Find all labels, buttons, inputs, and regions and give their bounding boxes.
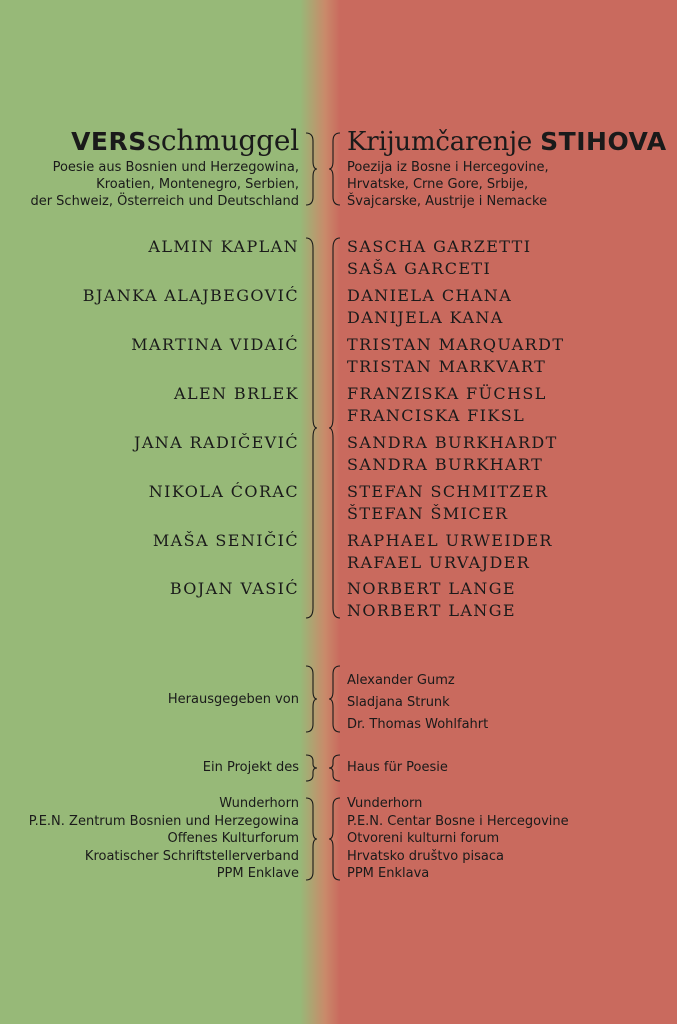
translator-names: TRISTAN MARQUARDT TRISTAN MARKVART (347, 335, 565, 376)
project-bracket-right (327, 753, 343, 783)
poet-name: BJANKA ALAJBEGOVIĆ (82, 286, 299, 305)
editors-list: Alexander Gumz Sladjana Strunk Dr. Thomas Wohlfahrt (347, 673, 489, 732)
title-serbian: Krijumčarenje STIHOVA (347, 127, 667, 157)
subtitle-serbian: Poezija iz Bosne i Hercegovine, Hrvatske, Crne Gore, Srbije, Švajcarske, Austrije i Nemacke (347, 160, 549, 209)
editors-bracket-right (327, 664, 343, 734)
poet-name: MAŠA SENIČIĆ (152, 531, 299, 550)
project-label: Ein Projekt des (202, 760, 299, 775)
translator-names: DANIELA CHANA DANIJELA KANA (347, 286, 513, 327)
title-bracket-left (303, 131, 319, 207)
poets-bracket-right (327, 236, 343, 620)
poet-name: NIKOLA ĆORAC (148, 482, 299, 501)
translator-names: FRANZISKA FÜCHSL FRANCISKA FIKSL (347, 384, 547, 425)
title-german: VERSschmuggel (71, 124, 299, 157)
project-bracket-left (303, 753, 319, 783)
translator-names: SANDRA BURKHARDT SANDRA BURKHART (347, 433, 558, 474)
poet-name: JANA RADIČEVIĆ (134, 433, 299, 452)
subtitle-german: Poesie aus Bosnien und Herzegowina, Kroatien, Montenegro, Serbien, der Schweiz, Österreich und Deutschland (30, 160, 299, 209)
editors-bracket-left (303, 664, 319, 734)
title-bracket-right (327, 131, 343, 207)
translator-names: SASCHA GARZETTI SAŠA GARCETI (347, 237, 532, 278)
poet-name: ALEN BRLEK (173, 384, 299, 403)
poet-name: MARTINA VIDAIĆ (131, 335, 299, 354)
poets-bracket-left (303, 236, 319, 620)
project-name: Haus für Poesie (347, 760, 448, 775)
partners-serbian: Vunderhorn P.E.N. Centar Bosne i Hercegovine Otvoreni kulturni forum Hrvatsko društvo pisaca PPM Enklava (347, 796, 569, 881)
partners-german: Wunderhorn P.E.N. Zentrum Bosnien und Herzegowina Offenes Kulturforum Kroatischer Schriftstellerverband PPM Enklave (28, 796, 299, 881)
translator-names: RAPHAEL URWEIDER RAFAEL URVAJDER (347, 531, 553, 572)
editors-label: Herausgegeben von (167, 692, 299, 707)
partners-bracket-right (327, 796, 343, 882)
partners-bracket-left (303, 796, 319, 882)
poet-name: BOJAN VASIĆ (169, 579, 299, 598)
translator-names: NORBERT LANGE NORBERT LANGE (347, 579, 516, 620)
translator-names: STEFAN SCHMITZER ŠTEFAN ŠMICER (347, 482, 549, 523)
poet-name: ALMIN KAPLAN (148, 237, 299, 256)
